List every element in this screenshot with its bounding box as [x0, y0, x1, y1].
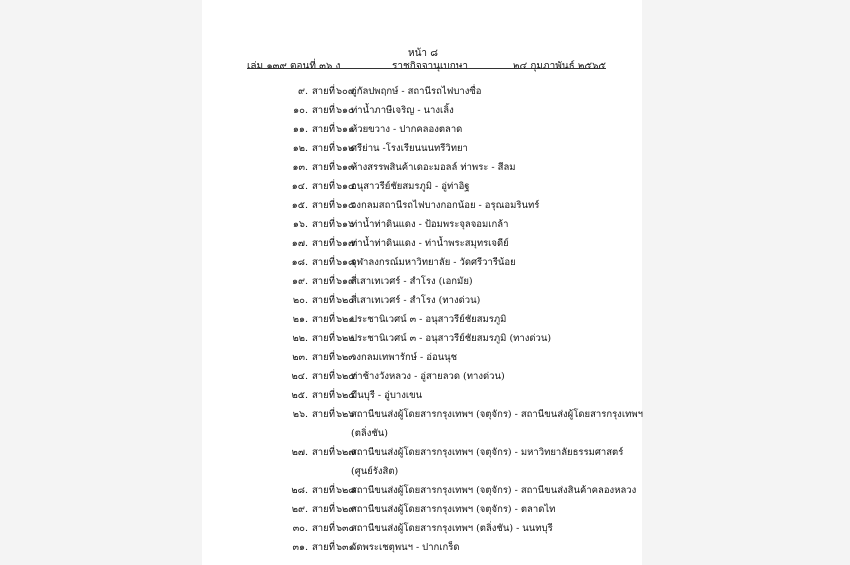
route-code: ๖๒๒	[336, 333, 355, 344]
route-label: สายที่	[312, 523, 335, 534]
route-code: ๖๑๕	[336, 200, 356, 211]
route-name: วงกลมเทพารักษ์ - อ่อนนุช	[351, 352, 458, 363]
route-label: สายที่	[312, 352, 335, 363]
route-name: ห้วยขวาง - ปากคลองตลาด	[351, 124, 463, 135]
gazette-title: ราชกิจจานุเบกษา	[392, 61, 469, 72]
route-label: สายที่	[312, 200, 335, 211]
entry-number: ๒๘.	[291, 485, 308, 496]
route-name: สถานีขนส่งผู้โดยสารกรุงเทพฯ (จตุจักร) - สถานีขนส่งผู้โดยสารกรุงเทพฯ	[351, 409, 643, 420]
route-label: สายที่	[312, 86, 335, 97]
route-entry	[202, 84, 642, 100]
entry-number: ๑๕.	[291, 200, 308, 211]
route-name: ศรีย่าน -โรงเรียนนนทรีวิทยา	[351, 143, 468, 154]
entry-number: ๓๑.	[292, 542, 308, 553]
entry-number: ๒๔.	[291, 371, 308, 382]
route-entry	[202, 217, 642, 233]
route-code: ๖๑๒	[336, 143, 355, 154]
route-code: ๖๒๔	[336, 371, 356, 382]
route-name: ห้างสรรพสินค้าเดอะมอลล์ ท่าพระ - สีลม	[351, 162, 516, 173]
route-code: ๖๒๓	[336, 352, 355, 363]
entry-number: ๑๗.	[291, 238, 308, 249]
route-code: ๖๒๗	[336, 447, 356, 458]
route-entry	[202, 331, 642, 347]
route-code: ๖๒๕	[336, 390, 356, 401]
entry-number: ๒๓.	[292, 352, 308, 363]
route-name: ท่าน้ำท่าดินแดง - ท่าน้ำพระสมุทรเจดีย์	[351, 238, 509, 249]
route-label: สายที่	[312, 447, 335, 458]
route-label: สายที่	[312, 390, 335, 401]
route-name-continuation: (ศูนย์รังสิต)	[351, 466, 399, 477]
route-name: ท่าน้ำภาษีเจริญ - นางเลิ้ง	[351, 105, 454, 116]
route-name: สี่เสาเทเวศร์ - สำโรง (ทางด่วน)	[351, 295, 481, 306]
entry-number: ๒๕.	[291, 390, 308, 401]
route-label: สายที่	[312, 485, 335, 496]
document-page	[202, 0, 642, 565]
route-name: อนุสาวรีย์ชัยสมรภูมิ - อู่ท่าอิฐ	[351, 181, 470, 192]
route-code: ๖๑๗	[336, 238, 356, 249]
entry-number: ๑๘.	[291, 257, 308, 268]
route-label: สายที่	[312, 181, 335, 192]
route-entry	[202, 293, 642, 309]
entry-number: ๒๖.	[292, 409, 308, 420]
route-label: สายที่	[312, 371, 335, 382]
route-label: สายที่	[312, 314, 335, 325]
route-code: ๖๑๖	[336, 219, 355, 230]
route-label: สายที่	[312, 162, 335, 173]
route-entry	[202, 198, 642, 214]
route-name: มีนบุรี - อู่บางเขน	[351, 390, 423, 401]
route-name: สี่เสาเทเวศร์ - สำโรง (เอกมัย)	[351, 276, 473, 287]
route-label: สายที่	[312, 276, 335, 287]
route-name: สถานีขนส่งผู้โดยสารกรุงเทพฯ (จตุจักร) - สถานีขนส่งสินค้าคลองหลวง	[351, 485, 637, 496]
route-label: สายที่	[312, 333, 335, 344]
route-code: ๖๑๙	[336, 276, 356, 287]
entry-number: ๓๐.	[292, 523, 308, 534]
route-label: สายที่	[312, 105, 335, 116]
route-code: ๖๑๓	[336, 162, 355, 173]
route-name: ประชานิเวศน์ ๓ - อนุสาวรีย์ชัยสมรภูมิ	[351, 314, 507, 325]
entry-number: ๒๒.	[292, 333, 308, 344]
entry-number: ๑๖.	[292, 219, 308, 230]
entry-number: ๙.	[298, 86, 308, 97]
route-label: สายที่	[312, 257, 335, 268]
route-code: ๖๑๔	[336, 181, 356, 192]
route-entry	[202, 122, 642, 138]
entry-number: ๒๙.	[291, 504, 308, 515]
entry-number: ๒๑.	[292, 314, 308, 325]
route-entry	[202, 274, 642, 290]
route-name-continuation: (ตลิ่งชัน)	[351, 428, 388, 439]
route-label: สายที่	[312, 124, 335, 135]
route-name: ท่าช้างวังหลวง - อู่สายลวด (ทางด่วน)	[351, 371, 505, 382]
route-label: สายที่	[312, 504, 335, 515]
entry-number: ๑๒.	[292, 143, 308, 154]
route-entry	[202, 369, 642, 385]
route-label: สายที่	[312, 542, 335, 553]
route-code: ๖๒๖	[336, 409, 355, 420]
route-name: จุฬาลงกรณ์มหาวิทยาลัย - วัดศรีวารีน้อย	[351, 257, 516, 268]
route-entry	[202, 521, 642, 537]
volume-info: เล่ม ๑๓๙ ตอนที่ ๓๖ ง	[247, 61, 341, 72]
route-entry	[202, 407, 642, 423]
route-code: ๖๒๑	[336, 314, 355, 325]
route-name: ท่าน้ำท่าดินแดง - ป้อมพระจุลจอมเกล้า	[351, 219, 509, 230]
route-code: ๖๓๐	[336, 523, 355, 534]
route-name: วงกลมสถานีรถไฟบางกอกน้อย - อรุณอมรินทร์	[351, 200, 540, 211]
route-code: ๖๐๙	[336, 86, 355, 97]
entry-number: ๑๑.	[292, 124, 308, 135]
route-code: ๖๒๙	[336, 504, 356, 515]
route-code: ๖๑๑	[336, 124, 355, 135]
route-label: สายที่	[312, 295, 335, 306]
entry-number: ๑๓.	[292, 162, 308, 173]
route-entry	[202, 160, 642, 176]
route-code: ๖๒๐	[336, 295, 355, 306]
route-entry	[202, 540, 642, 556]
route-name: อู่กัลปพฤกษ์ - สถานีรถไฟบางซื่อ	[351, 86, 482, 97]
route-name: สถานีขนส่งผู้โดยสารกรุงเทพฯ (จตุจักร) - ตลาดไท	[351, 504, 556, 515]
entry-number: ๑๙.	[291, 276, 308, 287]
entry-number: ๒๐.	[292, 295, 308, 306]
route-entry	[202, 179, 642, 195]
route-entry	[202, 445, 642, 461]
route-entry	[202, 502, 642, 518]
route-name: สถานีขนส่งผู้โดยสารกรุงเทพฯ (จตุจักร) - มหาวิทยาลัยธรรมศาสตร์	[351, 447, 624, 458]
header-rule	[247, 68, 606, 69]
route-name: สถานีขนส่งผู้โดยสารกรุงเทพฯ (ตลิ่งชัน) - นนทบุรี	[351, 523, 553, 534]
route-label: สายที่	[312, 409, 335, 420]
entry-number: ๒๗.	[291, 447, 308, 458]
entry-number: ๑๔.	[291, 181, 308, 192]
publication-date: ๒๔ กุมภาพันธ์ ๒๕๖๕	[513, 61, 606, 72]
route-code: ๖๑๐	[336, 105, 354, 116]
page-number: หน้า ๘	[408, 48, 438, 59]
route-code: ๖๒๘	[336, 485, 356, 496]
route-entry	[202, 388, 642, 404]
entry-number: ๑๐.	[293, 105, 308, 116]
route-entry	[202, 483, 642, 499]
route-entry	[202, 350, 642, 366]
route-label: สายที่	[312, 219, 335, 230]
route-code: ๖๓๑	[336, 542, 355, 553]
route-entry	[202, 103, 642, 119]
route-entry	[202, 236, 642, 252]
route-name: ประชานิเวศน์ ๓ - อนุสาวรีย์ชัยสมรภูมิ (ทางด่วน)	[351, 333, 552, 344]
route-label: สายที่	[312, 143, 335, 154]
route-entry	[202, 141, 642, 157]
route-code: ๖๑๘	[336, 257, 356, 268]
route-entry	[202, 312, 642, 328]
route-name: วัดพระเชตุพนฯ - ปากเกร็ด	[351, 542, 460, 553]
route-label: สายที่	[312, 238, 335, 249]
route-entry	[202, 255, 642, 271]
